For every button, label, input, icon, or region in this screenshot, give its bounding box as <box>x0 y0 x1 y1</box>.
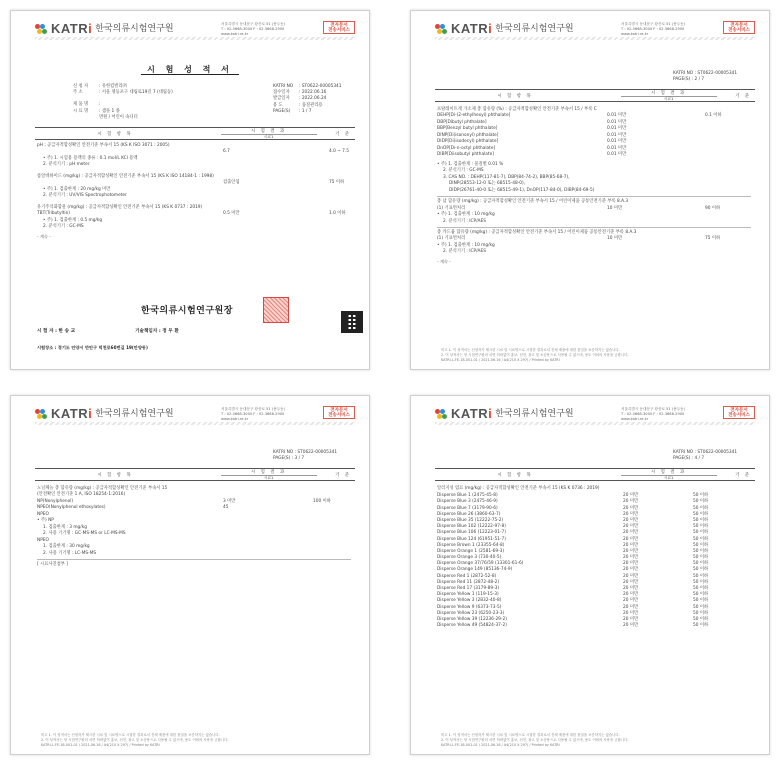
report-page-3 <box>10 395 370 755</box>
page-footer: 비고 1. 이 성적서는 신청자가 제시한 시료 및 시료명으로 시험한 결과로서 전체 제품에 대한 품질을 보증하지는 않습니다. 2. 이 성적서는 당 시험연구원의 서면 허락없이 홍보, 선전, 광고 및 소송용으로 사용될 수 없으며, 용도 이외의 사용을 금합니다. KATRI-L-FE-18-001-01 / 2021.06.16 / A4(210 X 297) / Printed by KATRI <box>441 732 629 747</box>
table-row: Disperse Blue 106 (12223-01-7) 20 미만 50 이하 <box>437 530 709 536</box>
table-row: (1) 기표면처리 10 미만 75 이하 <box>437 236 721 242</box>
table-row: BBP[Benzyl butyl phthalate] 0.01 미만 <box>437 126 627 132</box>
table-row: Disperse Blue 1 (2475-45-8) 20 미만 50 이하 <box>437 493 709 499</box>
table-row: Disperse Yellow 3 (2832-40-8) 20 미만 50 이하 <box>437 598 709 604</box>
signers: 시 험 자 : 한 송 교 기술책임자 : 정 두 환 <box>37 329 179 334</box>
report-info: KATRI NO : ST0622-00005341 PAGE(S) : 3 / 7 <box>273 450 338 462</box>
table-row: Disperse Blue 35 (12222-75-2) 20 미만 50 이하 <box>437 517 709 523</box>
e-document-badge: 전자문서 전송서비스 <box>723 21 755 34</box>
table-row: DIBP[Diisobutyl phthalate] 0.01 미만 <box>437 152 627 158</box>
page-header <box>35 21 355 35</box>
table-row: Disperse Yellow 49 (54824-37-2) 20 미만 50 이하 <box>437 623 709 629</box>
e-document-badge: 전자문서 전송서비스 <box>323 21 355 34</box>
results-table-header: 시 험 항 목 시 험 결 과 시료1 기 준 <box>35 127 355 140</box>
table-row: Disperse Blue 7 (3179-90-6) 20 미만 50 이하 <box>437 505 709 511</box>
table-row: DIDP[Di(isodecyl) phthalate] 0.01 미만 <box>437 139 627 145</box>
page-title: 시 험 성 적 서 <box>11 65 369 75</box>
table-row: Disperse Red 11 (2872-48-2) 20 미만 50 이하 <box>437 579 709 585</box>
results-body: pH : 공급자적합성확인 안전기준 부속서 15 (KS K ISO 3071 : 2005) 6.7 4.0 ~ 7.5 • 주) 1. 시험용 용액의 종류 : 0.1 mol/L KCl 용액 2. 분석기기 : pH meter 폼알데하이드 (mg/kg) : 공급자적합성확인 안전기준 부속서 15 (KS K ISO 14184-1 : 1998) 검출안됨 75 이하 • 주) 1. 검출한계 : 20 mg/kg 미만 2. 분석기기 : UV/VIS Spectrophotometer 유기주석화합물 (mg/kg) : 공급자적합성확인 안전기준 부속서 15 (KS K 0737 : 2019) TBT(Tributyltin) 0.5 미만 1.0 이하 • 주) 1. 검출한계 : 0.5 mg/kg 2. 분석기기 : GC-MS - 계속 - <box>37 143 349 240</box>
katri-logo-icon <box>435 24 449 35</box>
results-table-header: 시 험 항 목 시 험 결 과 시료1 기 준 <box>35 468 355 481</box>
results-table-header: 시 험 항 목 시 험 결 과 시료1 기 준 <box>435 89 755 102</box>
official-seal <box>263 297 289 323</box>
report-page-4 <box>410 395 770 755</box>
report-info: KATRI NO : ST0622-00005341 PAGE(S) : 2 / 7 <box>673 71 738 83</box>
table-row: Disperse Yellow 23 (6250-23-3) 20 미만 50 이하 <box>437 610 709 616</box>
katri-logo-icon <box>35 409 49 420</box>
table-row: DINP[Di(isononyl) phthalate] 0.01 미만 <box>437 132 627 138</box>
org-address: 서울특별시 동대문구 왕산로 51 (용두동) T : 02-3668-3000 F : 02-3668-2900 www.katri.re.kr <box>221 22 286 36</box>
results-table-header: 시 험 항 목 시 험 결 과 시료1 기 준 <box>435 468 755 481</box>
katri-logo-icon <box>435 409 449 420</box>
table-row: Disperse Orange 3 (730-40-5) 20 미만 50 이하 <box>437 555 709 561</box>
table-row: NPEO <box>37 511 49 517</box>
results-body: 프탈레이트계 가소제 총 함유량 (%) : 공급자적합성확인 안전기준 부속서 15 / 부록 C DEHP[Di-(2-ethylhexyl) phthalate] 0.01 미만 0.1 이하 DBP[Dibutyl phthalate] 0.01 미만 BBP[Benzyl butyl phthalate] 0.01 미만 DINP[Di(isononyl) phthalate] 0.01 미만 DIDP[Di(isodecyl) phthalate] 0.01 미만 DnOP[Di-n-octyl phthalate] 0.01 미만 DIBP[Diisobutyl phthalate] 0.01 미만 • 주) 1. 검출한계 : 물질별 0.01 % 2. 분석기기 : GC-MS 3. CAS NO. : DEHP(117-81-7), DBP(84-74-2), BBP(85-68-7), DINP(28553-12-0 또는 68515-48-0), DIDP(26761-40-0 또는 68515-49-1), DnOP(117-84-0), DIBP(84-69-5) 총 납 함유량 (mg/kg) : 공급자적합성확인 안전기준 부속서 15 / 어린이제품 공통안전기준 부록 8.A.3 (1) 기표면처리 10 미만 90 이하 • 주) 1. 검출한계 : 10 mg/kg 2. 분석기기 : ICP/AES 총 카드뮴 함유량 (mg/kg) : 공급자적합성확인 안전기준 부속서 15 / 어린이제품 공통안전기준 부록 8.A.3 (1) 기표면처리 10 미만 75 이하 • 주) 1. 검출한계 : 10 mg/kg 2. 분석기기 : ICP/AES - 계속 - <box>437 107 751 265</box>
e-document-badge: 전자문서 전송서비스 <box>323 406 355 419</box>
table-row: Disperse Orange 1 (2581-69-3) 20 미만 50 이하 <box>437 548 709 554</box>
page-footer: 비고 1. 이 성적서는 신청자가 제시한 시료 및 시료명으로 시험한 결과로서 전체 제품에 대한 품질을 보증하지는 않습니다. 2. 이 성적서는 당 시험연구원의 서면 허락없이 홍보, 선전, 광고 및 소송용으로 사용될 수 없으며, 용도 이외의 사용을 금합니다. KATRI-L-FE-18-001-01 / 2021.06.16 / A4(210 X 297) / Printed by KATRI <box>41 732 229 747</box>
results-body: 알러지성 염료 (mg/kg) : 공급자적합성확인 안전기준 부속서 15 (KS K 0736 : 2019) Disperse Blue 1 (2475-45-8) 20 미만 50 이하 Disperse Blue 3 (2475-46-9) 20 미만 50 이하 Disperse Blue 7 (3179-90-6) 20 미만 50 이하 Disperse Blue 26 (3860-63-7) 20 미만 50 이하 Disperse Blue 35 (12222-75-2) 20 미만 50 이하 Disperse Blue 102 (12222-97-8) 20 미만 50 이하 Disperse Blue 106 (12223-01-7) 20 미만 50 이하 Disperse Blue 124 (61951-51-7) 20 미만 50 이하 Disperse Brown 1 (23355-64-8) 20 미만 50 이하 Disperse Orange 1 (2581-69-3) 20 미만 50 이하 Disperse Orange 3 (730-40-5) 20 미만 50 이하 Disperse Orange 37/76/59 (13301-61-6) 20 미만 50 이하 Disperse Orange 149 (85136-74-9) 20 미만 50 이하 Disperse Red 1 (2872-52-8) 20 미만 50 이하 Disperse Red 11 (2872-48-2) 20 미만 50 이하 Disperse Red 17 (3179-89-3) 20 미만 50 이하 Disperse Yellow 1 (119-15-3) 20 미만 50 이하 Disperse Yellow 3 (2832-40-8) 20 미만 50 이하 Disperse Yellow 9 (6373-73-5) 20 미만 50 이하 Disperse Yellow 23 (6250-23-3) 20 미만 50 이하 Disperse Yellow 39 (12236-29-2) 20 미만 50 이하 Disperse Yellow 49 (54824-37-2) 20 미만 50 이하 <box>437 486 751 629</box>
katri-logo: KATRi 한국의류시험연구원 <box>35 406 174 423</box>
table-row: Disperse Red 17 (3179-89-3) 20 미만 50 이하 <box>437 586 709 592</box>
report-info: KATRI NO : ST0622-00005341 PAGE(S) : 4 / 7 <box>673 450 738 462</box>
page-header: KATRi 한국의류시험연구원 서울특별시 동대문구 왕산로 51 (용두동) T : 02-3668-3000 F : 02-3668-2900 www.katri.re.kr 전자문서 전송서비스 <box>435 406 755 420</box>
page-header: KATRi 한국의류시험연구원 서울특별시 동대문구 왕산로 51 (용두동) T : 02-3668-3000 F : 02-3668-2900 www.katri.re.kr 전자문서 전송서비스 <box>435 21 755 35</box>
katri-logo: KATRi 한국의류시험연구원 <box>35 21 174 38</box>
table-row: Disperse Orange 149 (85136-74-9) 20 미만 50 이하 <box>437 567 709 573</box>
table-row: Disperse Yellow 9 (6373-73-5) 20 미만 50 이하 <box>437 604 709 610</box>
katri-logo-icon <box>35 24 49 35</box>
applicant-info: 신 청 자 : 유한킴벌리㈜ 주 소 : 서울 영등포구 대림로19길 7 (대림동) 제 품 명 : 시 료 명 : 샘플 1 종 면원 / 어린이 속디터 <box>73 84 173 120</box>
table-row: Disperse Brown 1 (23355-64-8) 20 미만 50 이하 <box>437 542 709 548</box>
photo-attachment-label: [ 시료사진첨부 ] <box>37 562 68 567</box>
table-row: DEHP[Di-(2-ethylhexyl) phthalate] 0.01 미만 0.1 이하 <box>437 113 722 119</box>
e-document-badge: 전자문서 전송서비스 <box>723 406 755 419</box>
qr-code <box>341 311 363 333</box>
org-name: 한국의류시험연구원 <box>95 23 174 34</box>
results-body: 노닐페놀 총 함유량 (mg/kg) : 공급자적합성확인 안전기준 부속서 15 (안전확인 안전기준 1 A, ISO 18254-1:2016) NP(Nonylphenol) 3 미만 100 이하 NPEO(Nonylphenol ethoxylates) 45 NPEO • 주) NP 1. 검출한계 : 3 mg/kg 2. 사용 기기명 : GC-MS-MS or LC-MS-MS NPEO 1. 검출한계 : 30 mg/kg 2. 사용 기기명 : LC-MS-MS [ 시료사진첨부 ] <box>37 486 351 568</box>
table-row: Disperse Red 1 (2872-52-8) 20 미만 50 이하 <box>437 573 709 579</box>
table-row: Disperse Blue 26 (3860-63-7) 20 미만 50 이하 <box>437 511 709 517</box>
table-row: DnOP[Di-n-octyl phthalate] 0.01 미만 <box>437 145 627 151</box>
table-row: Disperse Blue 3 (2475-46-9) 20 미만 50 이하 <box>437 499 709 505</box>
table-row: Disperse Yellow 1 (119-15-3) 20 미만 50 이하 <box>437 592 709 598</box>
continued-mark: - 계속 - <box>37 234 51 240</box>
page-header: KATRi 한국의류시험연구원 서울특별시 동대문구 왕산로 51 (용두동) T : 02-3668-3000 F : 02-3668-2900 www.katri.re.kr 전자문서 전송서비스 <box>35 406 355 420</box>
report-info: KATRI NO : ST0622-00005341 접수일자 : 2022.06.16 발급일자 : 2022.06.24 용 도 : 품질관리용 PAGE(S) : 1 / 7 <box>273 84 342 114</box>
page-footer: 비고 1. 이 성적서는 신청자가 제시한 시료 및 시료명으로 시험한 결과로서 전체 제품에 대한 품질을 보증하지는 않습니다. 2. 이 성적서는 당 시험연구원의 서면 허락없이 홍보, 선전, 광고 및 소송용으로 사용될 수 없으며, 용도 이외의 사용을 금합니다. KATRI-L-FE-18-001-01 / 2021.06.16 / A4(210 X 297) / Printed by KATRI <box>441 347 629 362</box>
table-row: Disperse Yellow 39 (12236-29-2) 20 미만 50 이하 <box>437 616 709 622</box>
dye-list <box>437 493 751 629</box>
table-row: DBP[Dibutyl phthalate] 0.01 미만 <box>437 119 627 125</box>
test-place: 시험장소 : 경기도 안양시 만안구 덕천로60번길 19(안양동) <box>37 345 148 350</box>
katri-logo: KATRi 한국의류시험연구원 <box>435 21 574 38</box>
report-page-2 <box>410 10 770 370</box>
table-row: Disperse Blue 102 (12222-97-8) 20 미만 50 이하 <box>437 524 709 530</box>
report-page-1 <box>10 10 370 370</box>
katri-logo: KATRi 한국의류시험연구원 <box>435 406 574 423</box>
table-row: NP(Nonylphenol) 3 미만 100 이하 <box>37 498 331 504</box>
header-stripe <box>35 37 355 40</box>
org-signature: 한국의류시험연구원장 <box>141 306 233 316</box>
table-row: NPEO(Nonylphenol ethoxylates) 45 <box>37 505 229 511</box>
table-row: (1) 기표면처리 10 미만 90 이하 <box>437 205 721 211</box>
table-row: Disperse Blue 124 (61951-51-7) 20 미만 50 이하 <box>437 536 709 542</box>
table-row: Disperse Orange 37/76/59 (13301-61-6) 20 미만 50 이하 <box>437 561 709 567</box>
continued-mark: - 계속 - <box>437 258 451 264</box>
